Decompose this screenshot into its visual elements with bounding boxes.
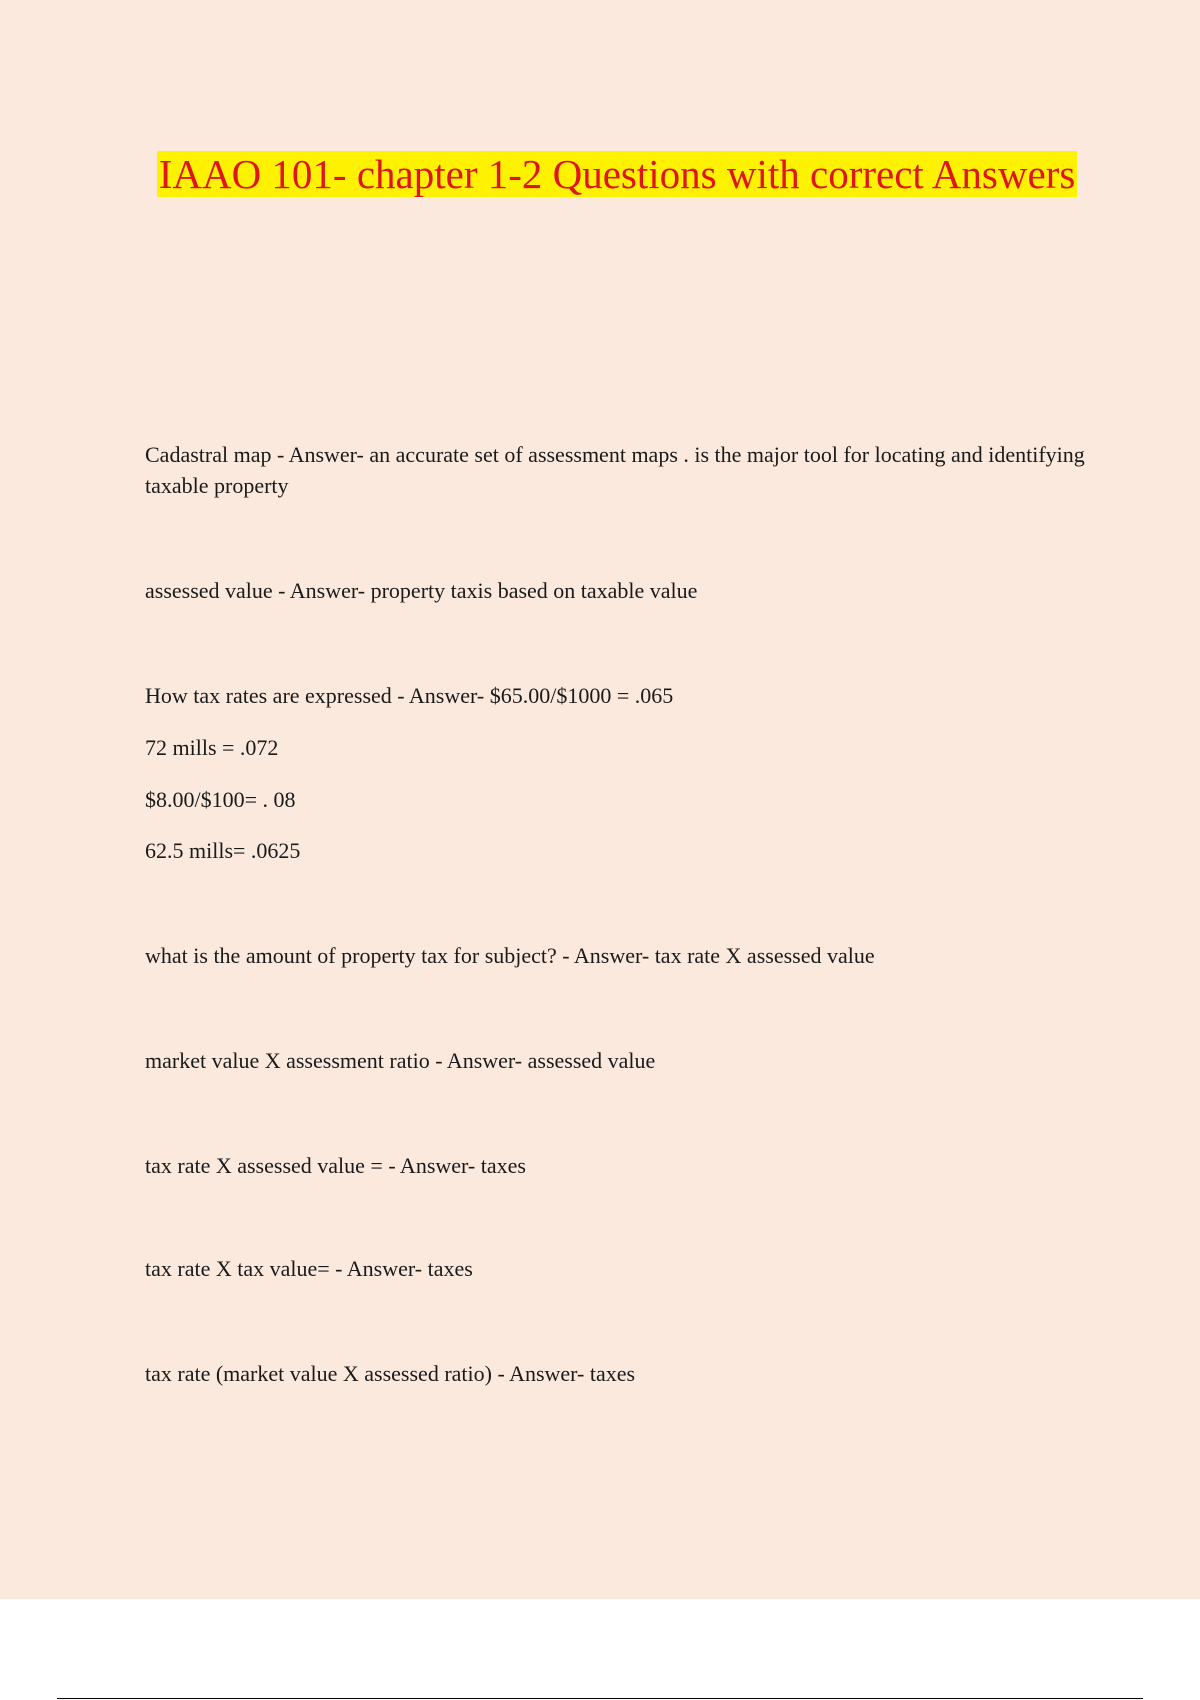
qa-entry-cadastral-map: Cadastral map - Answer- an accurate set of assessment maps . is the major tool for locating and identifying taxable property (145, 442, 1085, 498)
qa-entry-tax-rates-expressed: How tax rates are expressed - Answer- $65.00/$1000 = .065 (145, 683, 674, 708)
qa-entry-tax-rate-assessed: tax rate X assessed value = - Answer- taxes (145, 1153, 526, 1178)
qa-entry-line-dollar-per-100: $8.00/$100= . 08 (145, 787, 296, 812)
qa-entry-market-value-ratio: market value X assessment ratio - Answer- assessed value (145, 1048, 656, 1073)
qa-entry-tax-rate-tax-value: tax rate X tax value= - Answer- taxes (145, 1256, 473, 1281)
document-title (150, 145, 1084, 203)
qa-entry-tax-rate-market-ratio: tax rate (market value X assessed ratio) - Answer- taxes (145, 1361, 636, 1386)
document-title-text: IAAO 101- chapter 1-2 Questions with correct Answers (158, 151, 1076, 197)
footer-divider (57, 1698, 1143, 1699)
qa-entry-assessed-value: assessed value - Answer- property taxis based on taxable value (145, 578, 698, 603)
qa-entry-line-mills-072: 72 mills = .072 (145, 735, 279, 760)
qa-entry-property-tax-amount: what is the amount of property tax for subject? - Answer- tax rate X assessed value (145, 943, 875, 968)
qa-entry-line-mills-0625: 62.5 mills= .0625 (145, 838, 301, 863)
